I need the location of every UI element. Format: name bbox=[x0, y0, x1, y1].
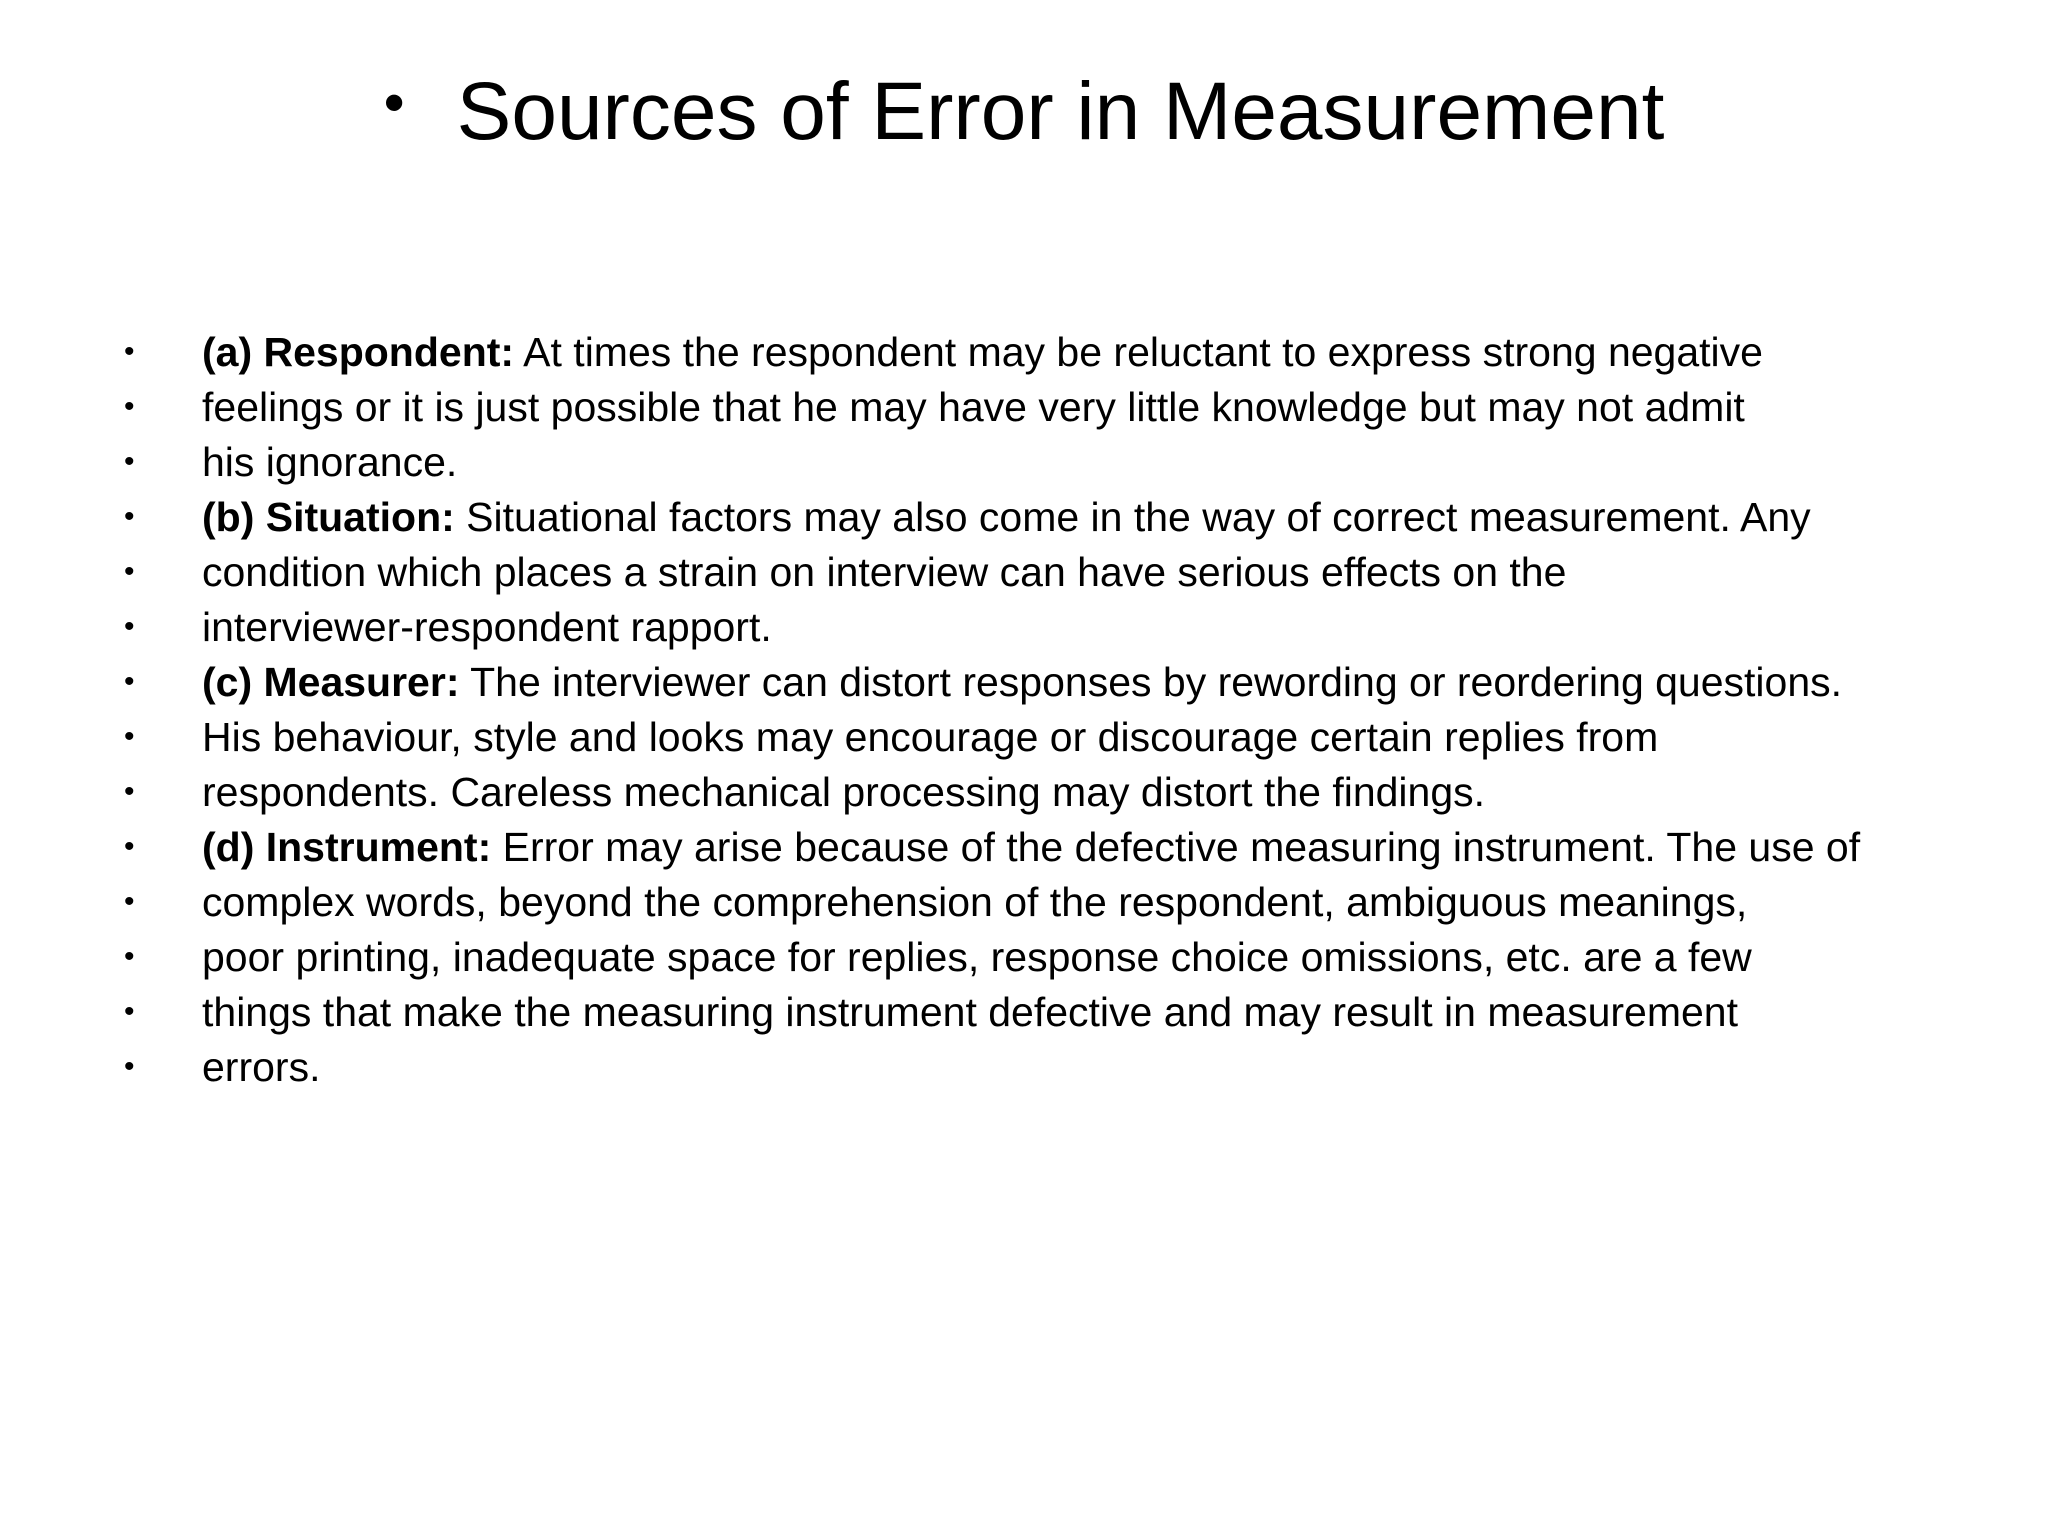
bullet-icon: • bbox=[124, 665, 135, 698]
bullet-icon: • bbox=[124, 940, 135, 973]
list-item bbox=[124, 825, 2004, 869]
list-item bbox=[124, 1045, 2004, 1089]
list-item bbox=[124, 935, 2004, 979]
item-text: poor printing, inadequate space for replies, response choice omissions, etc. are a few bbox=[202, 934, 1752, 980]
item-label: (b) Situation: bbox=[202, 494, 455, 540]
list-item bbox=[124, 660, 2004, 704]
bullet-list bbox=[124, 330, 2004, 1100]
bullet-icon: • bbox=[124, 995, 135, 1028]
bullet-icon: • bbox=[124, 775, 135, 808]
list-item bbox=[124, 715, 2004, 759]
item-text: Error may arise because of the defective measuring instrument. The use of bbox=[491, 824, 1861, 870]
bullet-icon: • bbox=[124, 500, 135, 533]
list-item bbox=[124, 880, 2004, 924]
item-text: The interviewer can distort responses by rewording or reordering questions. bbox=[459, 659, 1843, 705]
list-item bbox=[124, 330, 2004, 374]
item-label: (a) Respondent: bbox=[202, 329, 515, 375]
item-text: complex words, beyond the comprehension of the respondent, ambiguous meanings, bbox=[202, 879, 1748, 925]
item-text: errors. bbox=[202, 1044, 321, 1090]
bullet-icon: • bbox=[124, 390, 135, 423]
bullet-icon: • bbox=[124, 830, 135, 863]
list-item bbox=[124, 990, 2004, 1034]
item-text: At times the respondent may be reluctant to express strong negative bbox=[514, 329, 1763, 375]
slide-title: Sources of Error in Measurement bbox=[456, 66, 1665, 157]
bullet-icon: • bbox=[124, 335, 135, 368]
item-label: (c) Measurer: bbox=[202, 659, 460, 705]
list-item bbox=[124, 770, 2004, 814]
item-text: condition which places a strain on interview can have serious effects on the bbox=[202, 549, 1567, 595]
item-text: Situational factors may also come in the way of correct measurement. Any bbox=[454, 494, 1811, 540]
bullet-icon: • bbox=[124, 555, 135, 588]
item-text: respondents. Careless mechanical processing may distort the findings. bbox=[202, 769, 1486, 815]
item-text: His behaviour, style and looks may encourage or discourage certain replies from bbox=[202, 714, 1659, 760]
bullet-icon: • bbox=[124, 610, 135, 643]
item-text: interviewer-respondent rapport. bbox=[202, 604, 772, 650]
item-label: (d) Instrument: bbox=[202, 824, 492, 870]
item-text: his ignorance. bbox=[202, 439, 458, 485]
slide-title-row bbox=[0, 62, 2048, 162]
list-item bbox=[124, 550, 2004, 594]
bullet-icon: • bbox=[124, 720, 135, 753]
list-item bbox=[124, 385, 2004, 429]
list-item bbox=[124, 440, 2004, 484]
bullet-icon: • bbox=[124, 1050, 135, 1083]
list-item bbox=[124, 605, 2004, 649]
title-bullet-icon: • bbox=[383, 69, 405, 136]
item-text: feelings or it is just possible that he may have very little knowledge but may not admit bbox=[202, 384, 1745, 430]
bullet-icon: • bbox=[124, 885, 135, 918]
list-item bbox=[124, 495, 2004, 539]
item-text: things that make the measuring instrument defective and may result in measurement bbox=[202, 989, 1738, 1035]
bullet-icon: • bbox=[124, 445, 135, 478]
